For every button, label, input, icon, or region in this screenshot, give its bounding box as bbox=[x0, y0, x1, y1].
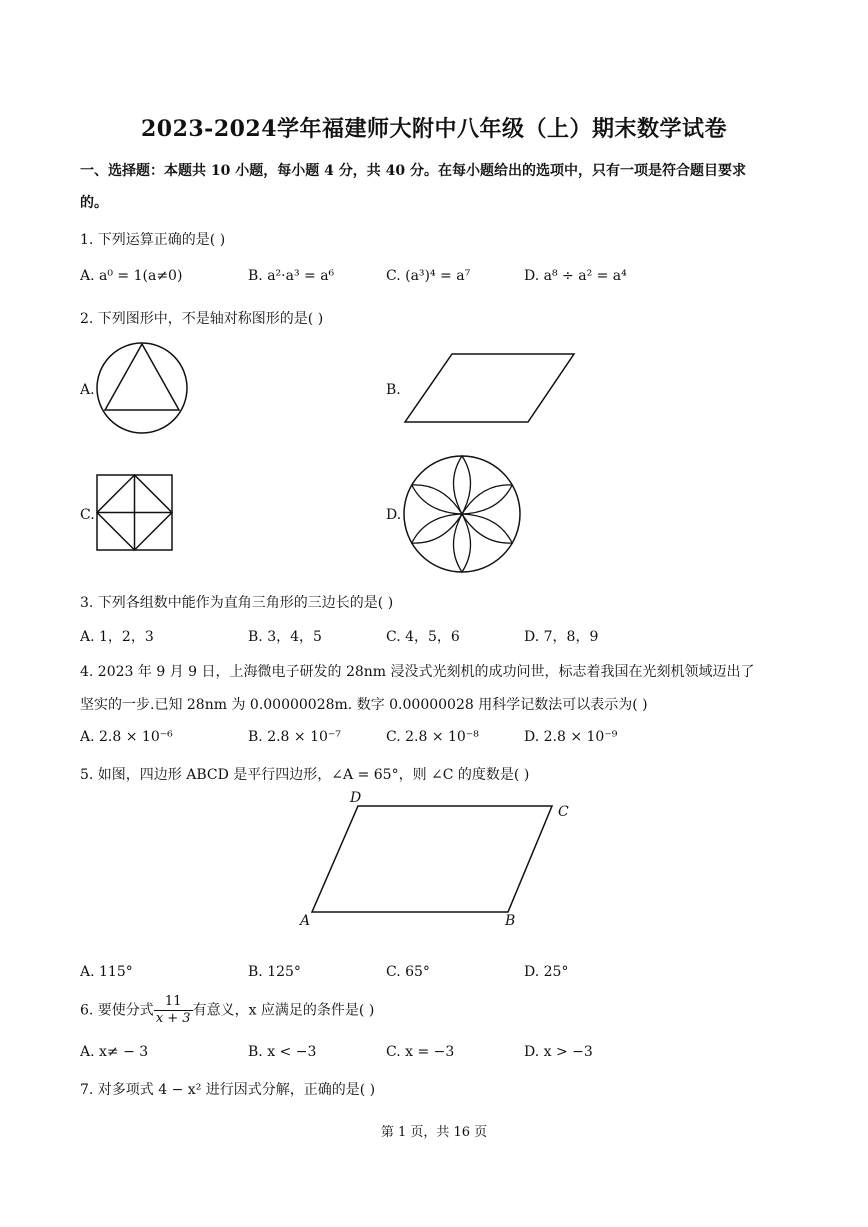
page-title: 2023-2024学年福建师大附中八年级（上）期末数学试卷 bbox=[140, 116, 728, 142]
q6-option-c: C. x = −3 bbox=[386, 1044, 455, 1060]
q6-option-b: B. x < −3 bbox=[248, 1044, 317, 1060]
page-footer: 第 1 页，共 16 页 bbox=[380, 1125, 488, 1140]
vertex-label-b: B bbox=[505, 913, 516, 929]
q1-option-d: D. a⁸ ÷ a² = a⁴ bbox=[524, 268, 627, 284]
q2-option-c-label: C. bbox=[80, 507, 95, 523]
vertex-label-d: D bbox=[350, 790, 362, 806]
q6-option-d: D. x > −3 bbox=[524, 1044, 593, 1060]
q3-option-d: D. 7，8，9 bbox=[524, 629, 599, 645]
q2-option-d-label: D. bbox=[386, 507, 402, 523]
q2-option-a-label: A. bbox=[80, 382, 95, 398]
q4-option-d: D. 2.8 × 10⁻⁹ bbox=[524, 729, 618, 745]
q1-option-a: A. a⁰ = 1(a≠0) bbox=[80, 268, 183, 284]
q4-stem-line2: 坚实的一步.已知 28nm 为 0.00000028m. 数字 0.00000028 用科学记数法可以表示为( ) bbox=[80, 697, 648, 713]
vertex-label-a: A bbox=[300, 913, 311, 929]
q1-stem: 1. 下列运算正确的是( ) bbox=[80, 232, 226, 248]
q2-stem: 2. 下列图形中，不是轴对称图形的是( ) bbox=[80, 311, 324, 327]
q3-stem: 3. 下列各组数中能作为直角三角形的三边长的是( ) bbox=[80, 595, 394, 611]
vertex-label-c: C bbox=[558, 804, 569, 820]
q6-stem bbox=[80, 994, 374, 1027]
q5-stem: 5. 如图，四边形 ABCD 是平行四边形，∠A = 65°，则 ∠C 的度数是( ) bbox=[80, 767, 530, 783]
q4-option-b: B. 2.8 × 10⁻⁷ bbox=[248, 729, 341, 745]
parallelogram-abcd-figure bbox=[300, 786, 580, 931]
q6-option-a: A. x≠ − 3 bbox=[80, 1044, 149, 1060]
section-heading-line2: 的。 bbox=[80, 195, 108, 211]
parallelogram-figure bbox=[400, 350, 580, 430]
square-diamond-figure bbox=[94, 472, 176, 554]
circle-triangle-figure bbox=[94, 340, 194, 440]
q6-stem-post: 有意义，x 应满足的条件是( ) bbox=[192, 1002, 375, 1019]
q2-option-b-label: B. bbox=[386, 382, 401, 398]
q5-option-d: D. 25° bbox=[524, 964, 569, 980]
q6-fraction-denominator: x + 3 bbox=[155, 1011, 191, 1026]
q7-stem: 7. 对多项式 4 − x² 进行因式分解，正确的是( ) bbox=[80, 1082, 376, 1098]
flower-circle-figure bbox=[400, 452, 525, 577]
q4-option-c: C. 2.8 × 10⁻⁸ bbox=[386, 729, 479, 745]
q4-option-a: A. 2.8 × 10⁻⁶ bbox=[80, 729, 173, 745]
q5-option-a: A. 115° bbox=[80, 964, 133, 980]
q1-option-b: B. a²·a³ = a⁶ bbox=[248, 268, 335, 284]
q3-option-b: B. 3，4，5 bbox=[248, 629, 322, 645]
section-heading-line1: 一、选择题：本题共 10 小题，每小题 4 分，共 40 分。在每小题给出的选项中，只有一项是符合题目要求 bbox=[80, 163, 746, 179]
q3-option-c: C. 4，5，6 bbox=[386, 629, 460, 645]
q6-fraction-numerator: 11 bbox=[154, 994, 193, 1011]
q5-option-b: B. 125° bbox=[248, 964, 301, 980]
q3-option-a: A. 1，2，3 bbox=[80, 629, 154, 645]
q6-stem-pre: 6. 要使分式 bbox=[80, 1002, 154, 1019]
q1-option-c: C. (a³)⁴ = a⁷ bbox=[386, 268, 471, 284]
q4-stem-line1: 4. 2023 年 9 月 9 日，上海微电子研发的 28nm 浸没式光刻机的成功问世，标志着我国在光刻机领域迈出了 bbox=[80, 664, 755, 680]
q5-option-c: C. 65° bbox=[386, 964, 430, 980]
q6-fraction bbox=[154, 994, 193, 1027]
